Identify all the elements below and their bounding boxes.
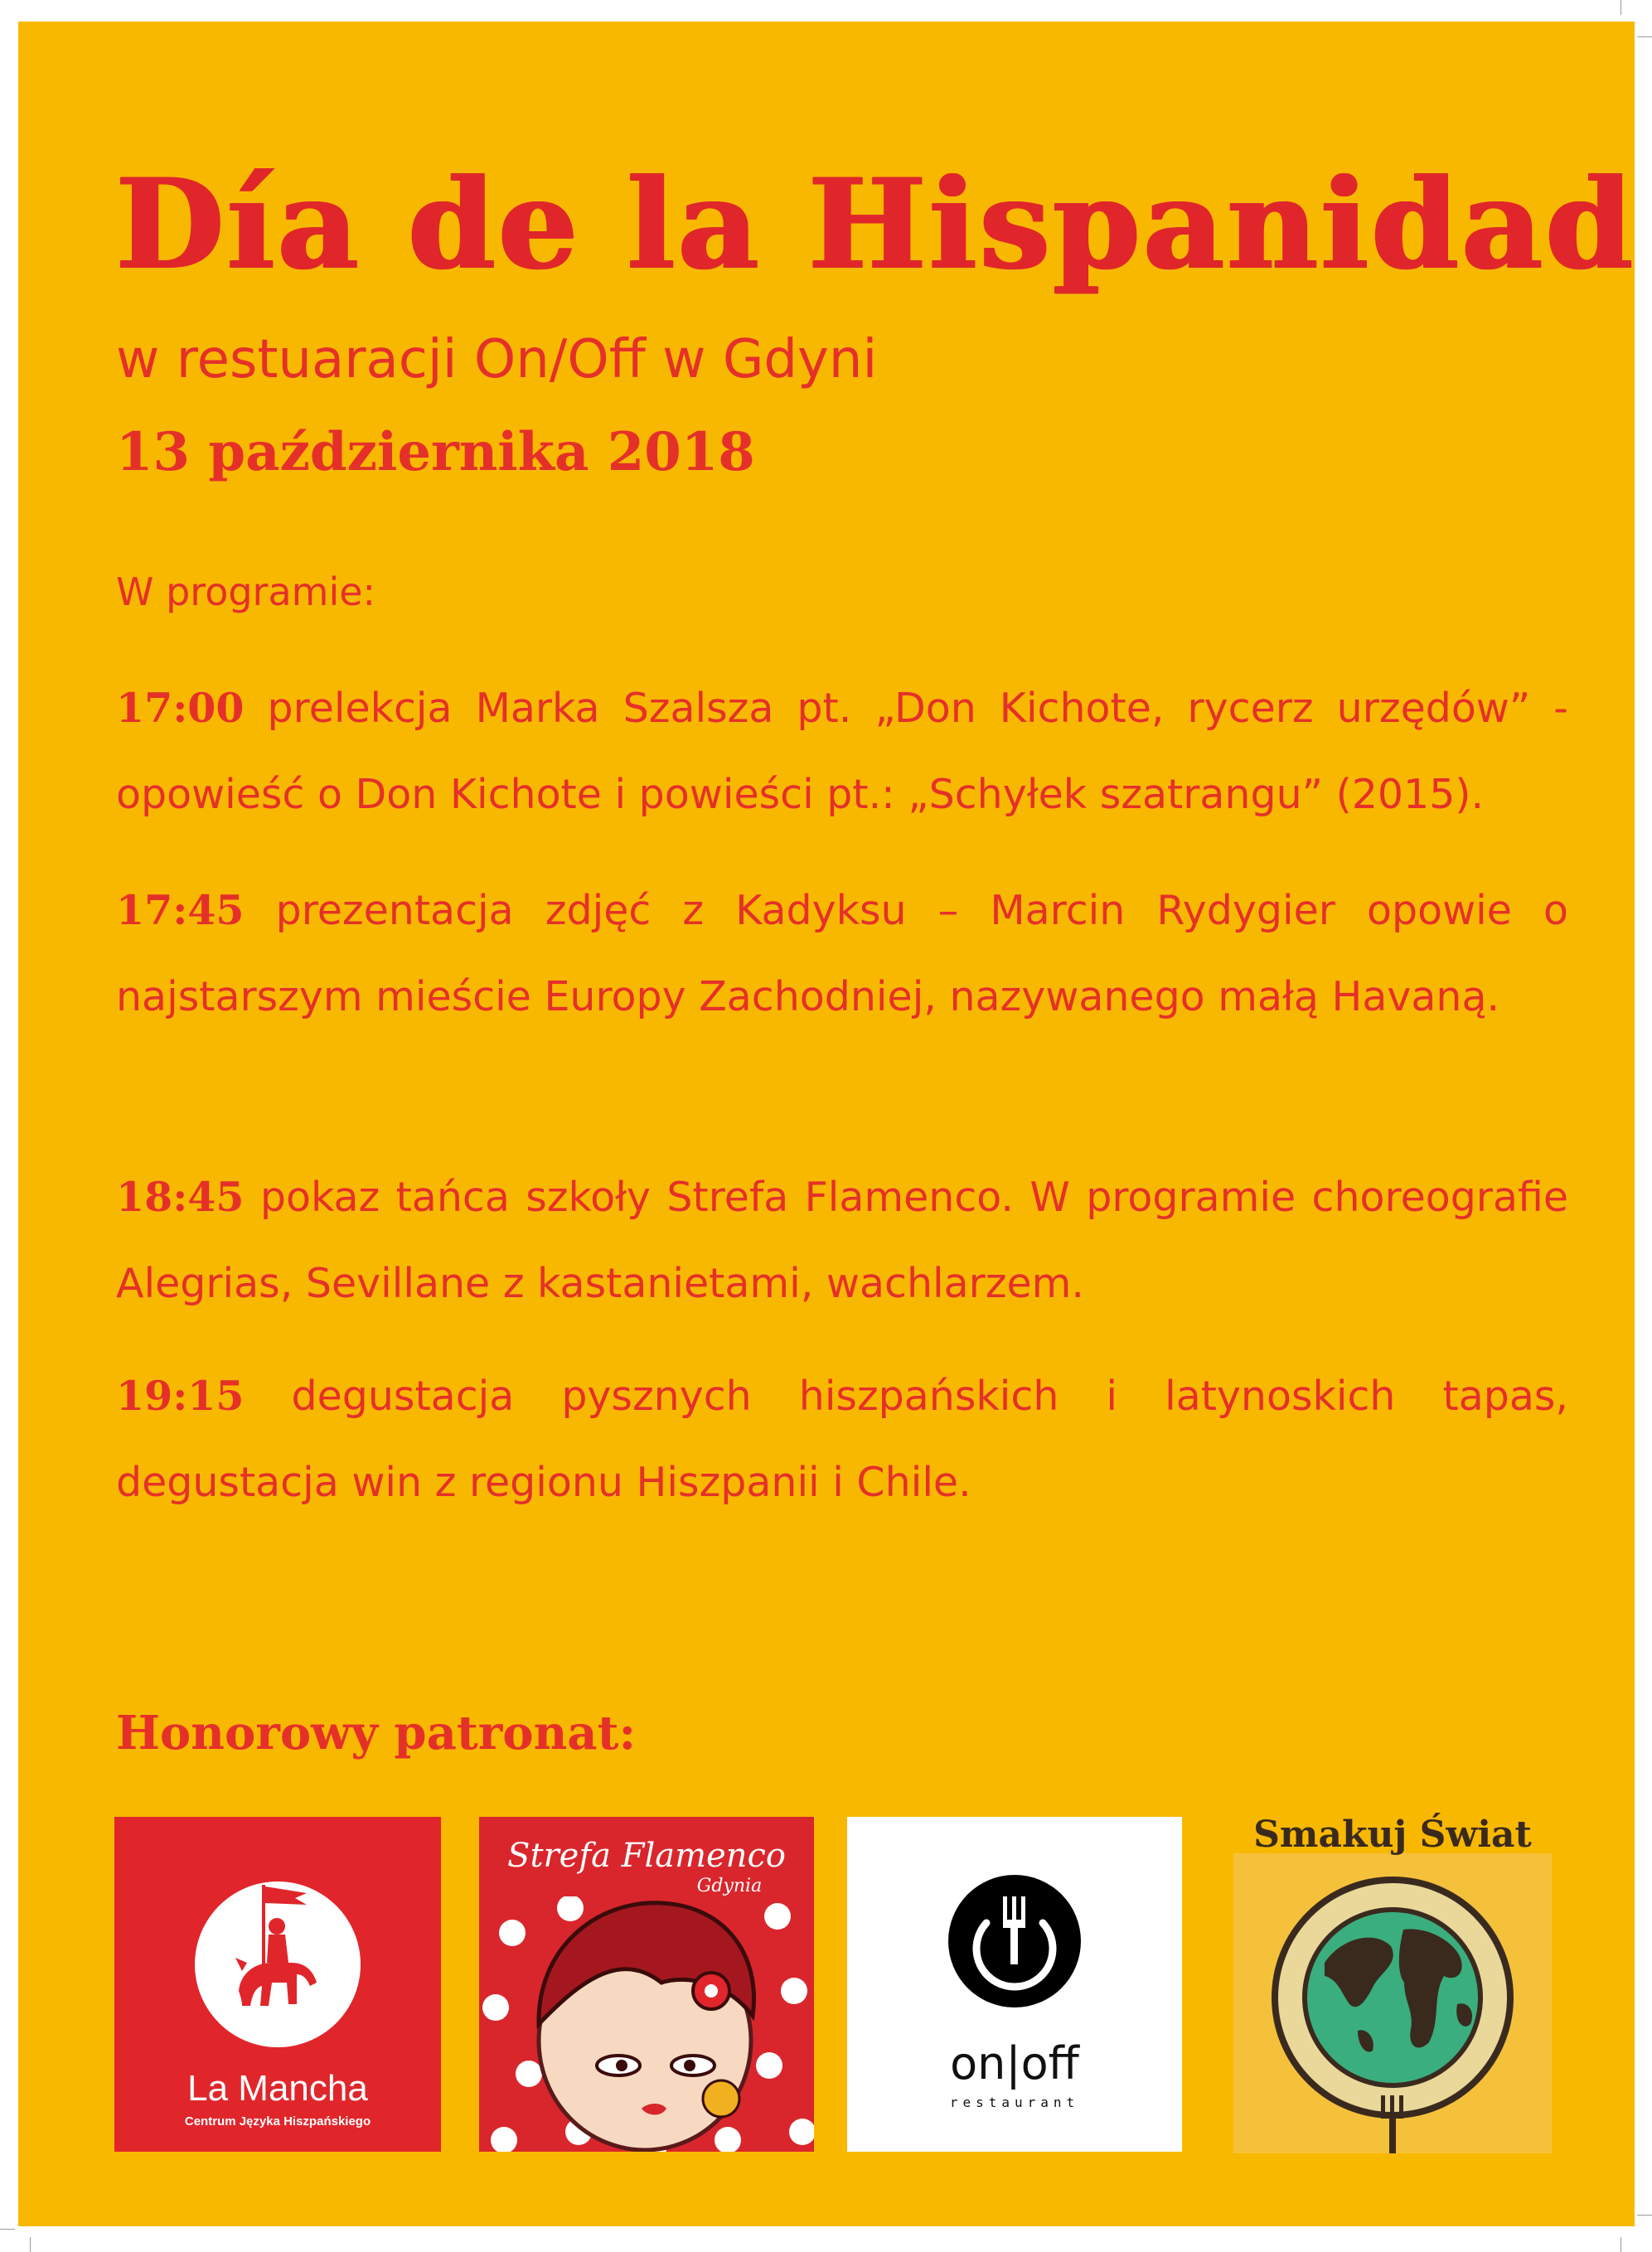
schedule-item-1700 xyxy=(116,665,1568,838)
program-label: W programie: xyxy=(116,569,376,614)
event-date: 13 października 2018 xyxy=(116,421,755,483)
schedule-time: 19:15 xyxy=(116,1372,245,1420)
patron-label: Honorowy patronat: xyxy=(116,1706,637,1760)
strefa-flamenco-city: Gdynia xyxy=(696,1876,763,1896)
schedule-text: pokaz tańca szkoły Strefa Flamenco. W programie choreografie Alegrias, Sevillane z kastanietami, wachlarzem. xyxy=(116,1174,1568,1307)
schedule-text: degustacja pysznych hiszpańskich i latynoskich tapas, degustacja win z regionu Hiszpanii i Chile. xyxy=(116,1373,1568,1506)
crop-mark xyxy=(1637,2215,1652,2216)
smakuj-swiat-name: Smakuj Świat xyxy=(1253,1814,1532,1856)
schedule-item-1745 xyxy=(116,867,1568,1040)
poster xyxy=(18,22,1635,2226)
on-off-tagline: restaurant xyxy=(949,2095,1080,2110)
la-mancha-tagline: Centrum Języka Hiszpańskiego xyxy=(184,2114,371,2129)
crop-mark xyxy=(0,2229,15,2230)
la-mancha-name: La Mancha xyxy=(187,2068,368,2109)
schedule-text: prelekcja Marka Szalsza pt. „Don Kichote, rycerz urzędów” - opowieść o Don Kichote i powieści pt.: „Schyłek szatrangu” (2015). xyxy=(116,685,1568,818)
event-venue: w restuaracji On/Off w Gdyni xyxy=(116,329,878,390)
crop-mark xyxy=(30,2237,31,2252)
smakuj-swiat-logo xyxy=(1233,1805,1552,2153)
schedule-item-1915 xyxy=(116,1353,1568,1526)
schedule-time: 17:45 xyxy=(116,886,245,934)
crop-mark xyxy=(1637,36,1652,37)
on-off-name: on|off xyxy=(950,2037,1079,2090)
schedule-item-1845 xyxy=(116,1154,1568,1327)
strefa-flamenco-logo xyxy=(479,1817,814,2152)
strefa-flamenco-name: Strefa Flamenco xyxy=(507,1837,786,1875)
la-mancha-logo xyxy=(114,1817,441,2152)
event-title: Día de la Hispanidad xyxy=(116,152,1636,298)
on-off-logo xyxy=(847,1817,1182,2152)
schedule-time: 17:00 xyxy=(116,684,245,732)
schedule-text: prezentacja zdjęć z Kadyksu – Marcin Rydygier opowie o najstarszym mieście Europy Zachodniej, nazywanego małą Havaną. xyxy=(116,887,1569,1020)
schedule-time: 18:45 xyxy=(116,1173,245,1221)
